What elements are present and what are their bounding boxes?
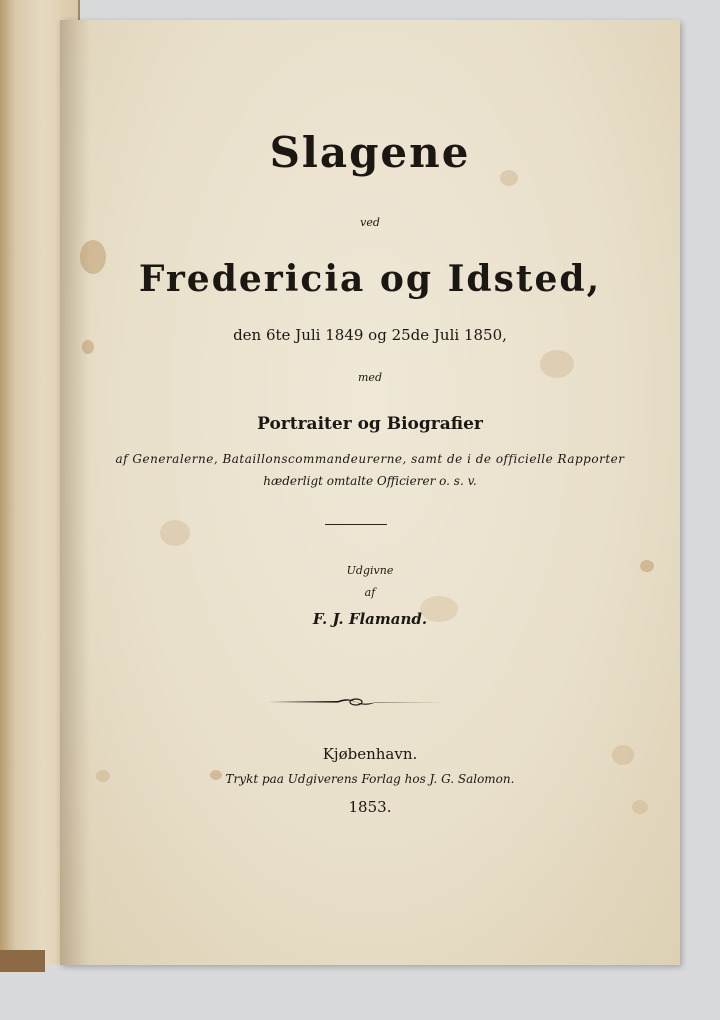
foxing-spot bbox=[160, 520, 190, 546]
cover-edge bbox=[0, 950, 45, 972]
book-title: Slagene bbox=[269, 128, 471, 177]
ornament-divider bbox=[268, 694, 444, 710]
battle-dates: den 6te Juli 1849 og 25de Juli 1850, bbox=[233, 326, 507, 344]
af-text: af bbox=[364, 586, 376, 599]
publication-year: 1853. bbox=[348, 798, 392, 816]
page-gutter-shadow bbox=[60, 20, 90, 965]
honour-line: hæderligt omtalte Officierer o. s. v. bbox=[263, 474, 477, 488]
divider-rule bbox=[325, 524, 387, 525]
author-name: F. J. Flamand. bbox=[312, 610, 428, 628]
udgivne-text: Udgivne bbox=[346, 564, 394, 577]
med-text: med bbox=[358, 371, 382, 384]
portraits-heading: Portraiter og Biografier bbox=[257, 414, 483, 434]
ved-text: ved bbox=[360, 216, 380, 229]
book-subtitle: Fredericia og Idsted, bbox=[138, 258, 602, 300]
publication-city: Kjøbenhavn. bbox=[322, 745, 418, 763]
printer-line: Trykt paa Udgiverens Forlag hos J. G. Salomon. bbox=[225, 772, 515, 786]
generals-line: af Generalerne, Bataillonscommandeurerne, samt de i de officielle Rapporter bbox=[115, 452, 625, 466]
